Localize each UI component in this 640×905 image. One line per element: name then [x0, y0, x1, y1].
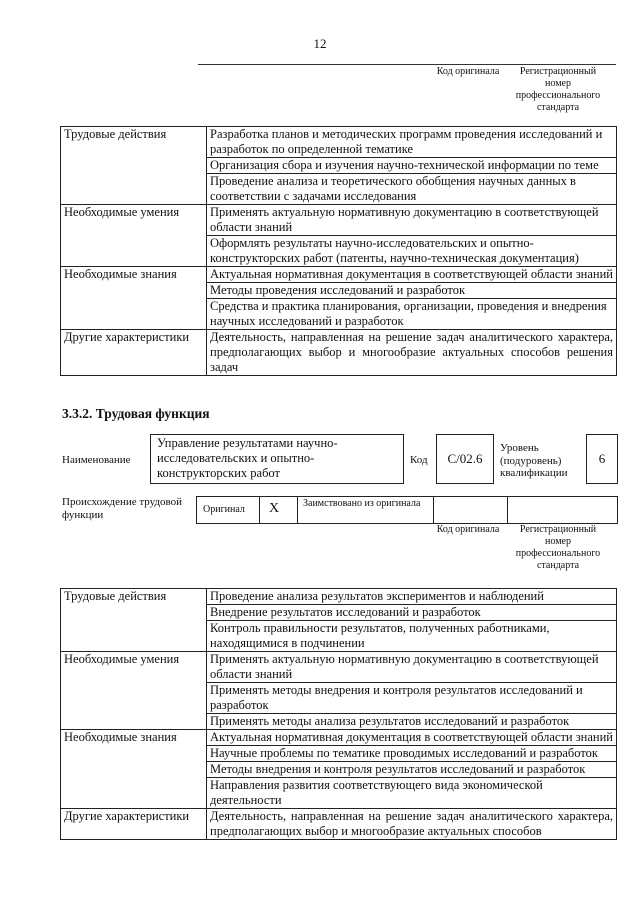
table-cell: Внедрение результатов исследований и разработок — [207, 605, 617, 621]
table-cell: Научные проблемы по тематике проводимых исследований и разработок — [207, 746, 617, 762]
function-name: Управление результатами научно-исследовательских и опытно-конструкторских работ — [157, 436, 338, 480]
row-label: Другие характеристики — [61, 330, 207, 376]
requirements-table-2 — [60, 588, 617, 840]
table-cell: Контроль правильности результатов, полученных работниками, находящимися в подчинении — [207, 621, 617, 652]
function-name-box — [150, 434, 404, 484]
level-box — [586, 434, 618, 484]
table-cell: Применять актуальную нормативную документацию в соответствующей области знаний — [207, 205, 617, 236]
original-mark: X — [269, 501, 280, 516]
table-cell: Проведение анализа результатов экспериментов и наблюдений — [207, 589, 617, 605]
row-label: Другие характеристики — [61, 809, 207, 840]
divider — [297, 497, 298, 523]
table-cell: Методы проведения исследований и разработок — [207, 283, 617, 299]
code-original-label: Код оригинала — [436, 524, 500, 535]
table-cell: Деятельность, направленная на решение задач аналитического характера, предполагающих выбор и многообразие актуальных способов решения задач — [207, 330, 617, 376]
table-cell: Направления развития соответствующего вида экономической деятельности — [207, 778, 617, 809]
table-row — [61, 809, 617, 840]
table-cell: Разработка планов и методических программ проведения исследований и разработок по определенной тематике — [207, 127, 617, 158]
table-cell: Применять актуальную нормативную документацию в соответствующей области знаний — [207, 652, 617, 683]
section-heading: 3.3.2. Трудовая функция — [62, 406, 210, 421]
reg-number-label: Регистрационный номер профессионального стандарта — [515, 66, 601, 113]
row-label: Необходимые умения — [61, 652, 207, 730]
reg-number-label-2: Регистрационный номер профессионального стандарта — [515, 524, 601, 571]
table-cell: Актуальная нормативная документация в соответствующей области знаний — [207, 730, 617, 746]
level-value: 6 — [598, 451, 606, 466]
code-box — [436, 434, 494, 484]
original-label: Оригинал — [203, 504, 245, 515]
table-cell: Актуальная нормативная документация в соответствующей области знаний — [207, 267, 617, 283]
borrowed-label: Заимствовано из оригинала — [303, 498, 421, 509]
divider — [259, 497, 260, 523]
requirements-table-1 — [60, 126, 617, 376]
table-cell: Методы внедрения и контроля результатов исследований и разработок — [207, 762, 617, 778]
table-cell: Деятельность, направленная на решение задач аналитического характера, предполагающих выбор и многообразие актуальных способов — [207, 809, 617, 840]
table-cell: Применять методы анализа результатов исследований и разработок — [207, 714, 617, 730]
divider — [507, 497, 508, 523]
table-row — [61, 127, 617, 158]
table-row — [61, 652, 617, 683]
row-label: Необходимые знания — [61, 730, 207, 809]
table-cell: Проведение анализа и теоретического обобщения научных данных в соответствии с задачами исследования — [207, 174, 617, 205]
table-row — [61, 267, 617, 283]
row-label: Трудовые действия — [61, 127, 207, 205]
table-row — [61, 330, 617, 376]
row-label: Трудовые действия — [61, 589, 207, 652]
row-label: Необходимые знания — [61, 267, 207, 330]
code-label: Код — [410, 454, 428, 466]
table-cell: Применять методы внедрения и контроля результатов исследований и разработок — [207, 683, 617, 714]
origin-table — [196, 496, 618, 524]
table-row — [61, 730, 617, 746]
table-cell: Оформлять результаты научно-исследовательских и опытно-конструкторских работ (патенты, научно-техническая документация) — [207, 236, 617, 267]
table-row — [61, 205, 617, 236]
table-cell: Организация сбора и изучения научно-технической информации по теме — [207, 158, 617, 174]
name-label: Наименование — [62, 454, 131, 466]
original-code-label: Код оригинала — [436, 66, 500, 77]
page-number: 12 — [313, 36, 327, 51]
table-cell: Средства и практика планирования, организации, проведения и внедрения научных исследований и разработок — [207, 299, 617, 330]
table-row — [61, 589, 617, 605]
divider — [433, 497, 434, 523]
origin-label: Происхождение трудовой функции — [62, 496, 183, 521]
header-rule — [198, 64, 616, 65]
level-label: Уровень (подуровень) квалификации — [500, 442, 568, 479]
row-label: Необходимые умения — [61, 205, 207, 267]
code-value: С/02.6 — [447, 451, 483, 466]
